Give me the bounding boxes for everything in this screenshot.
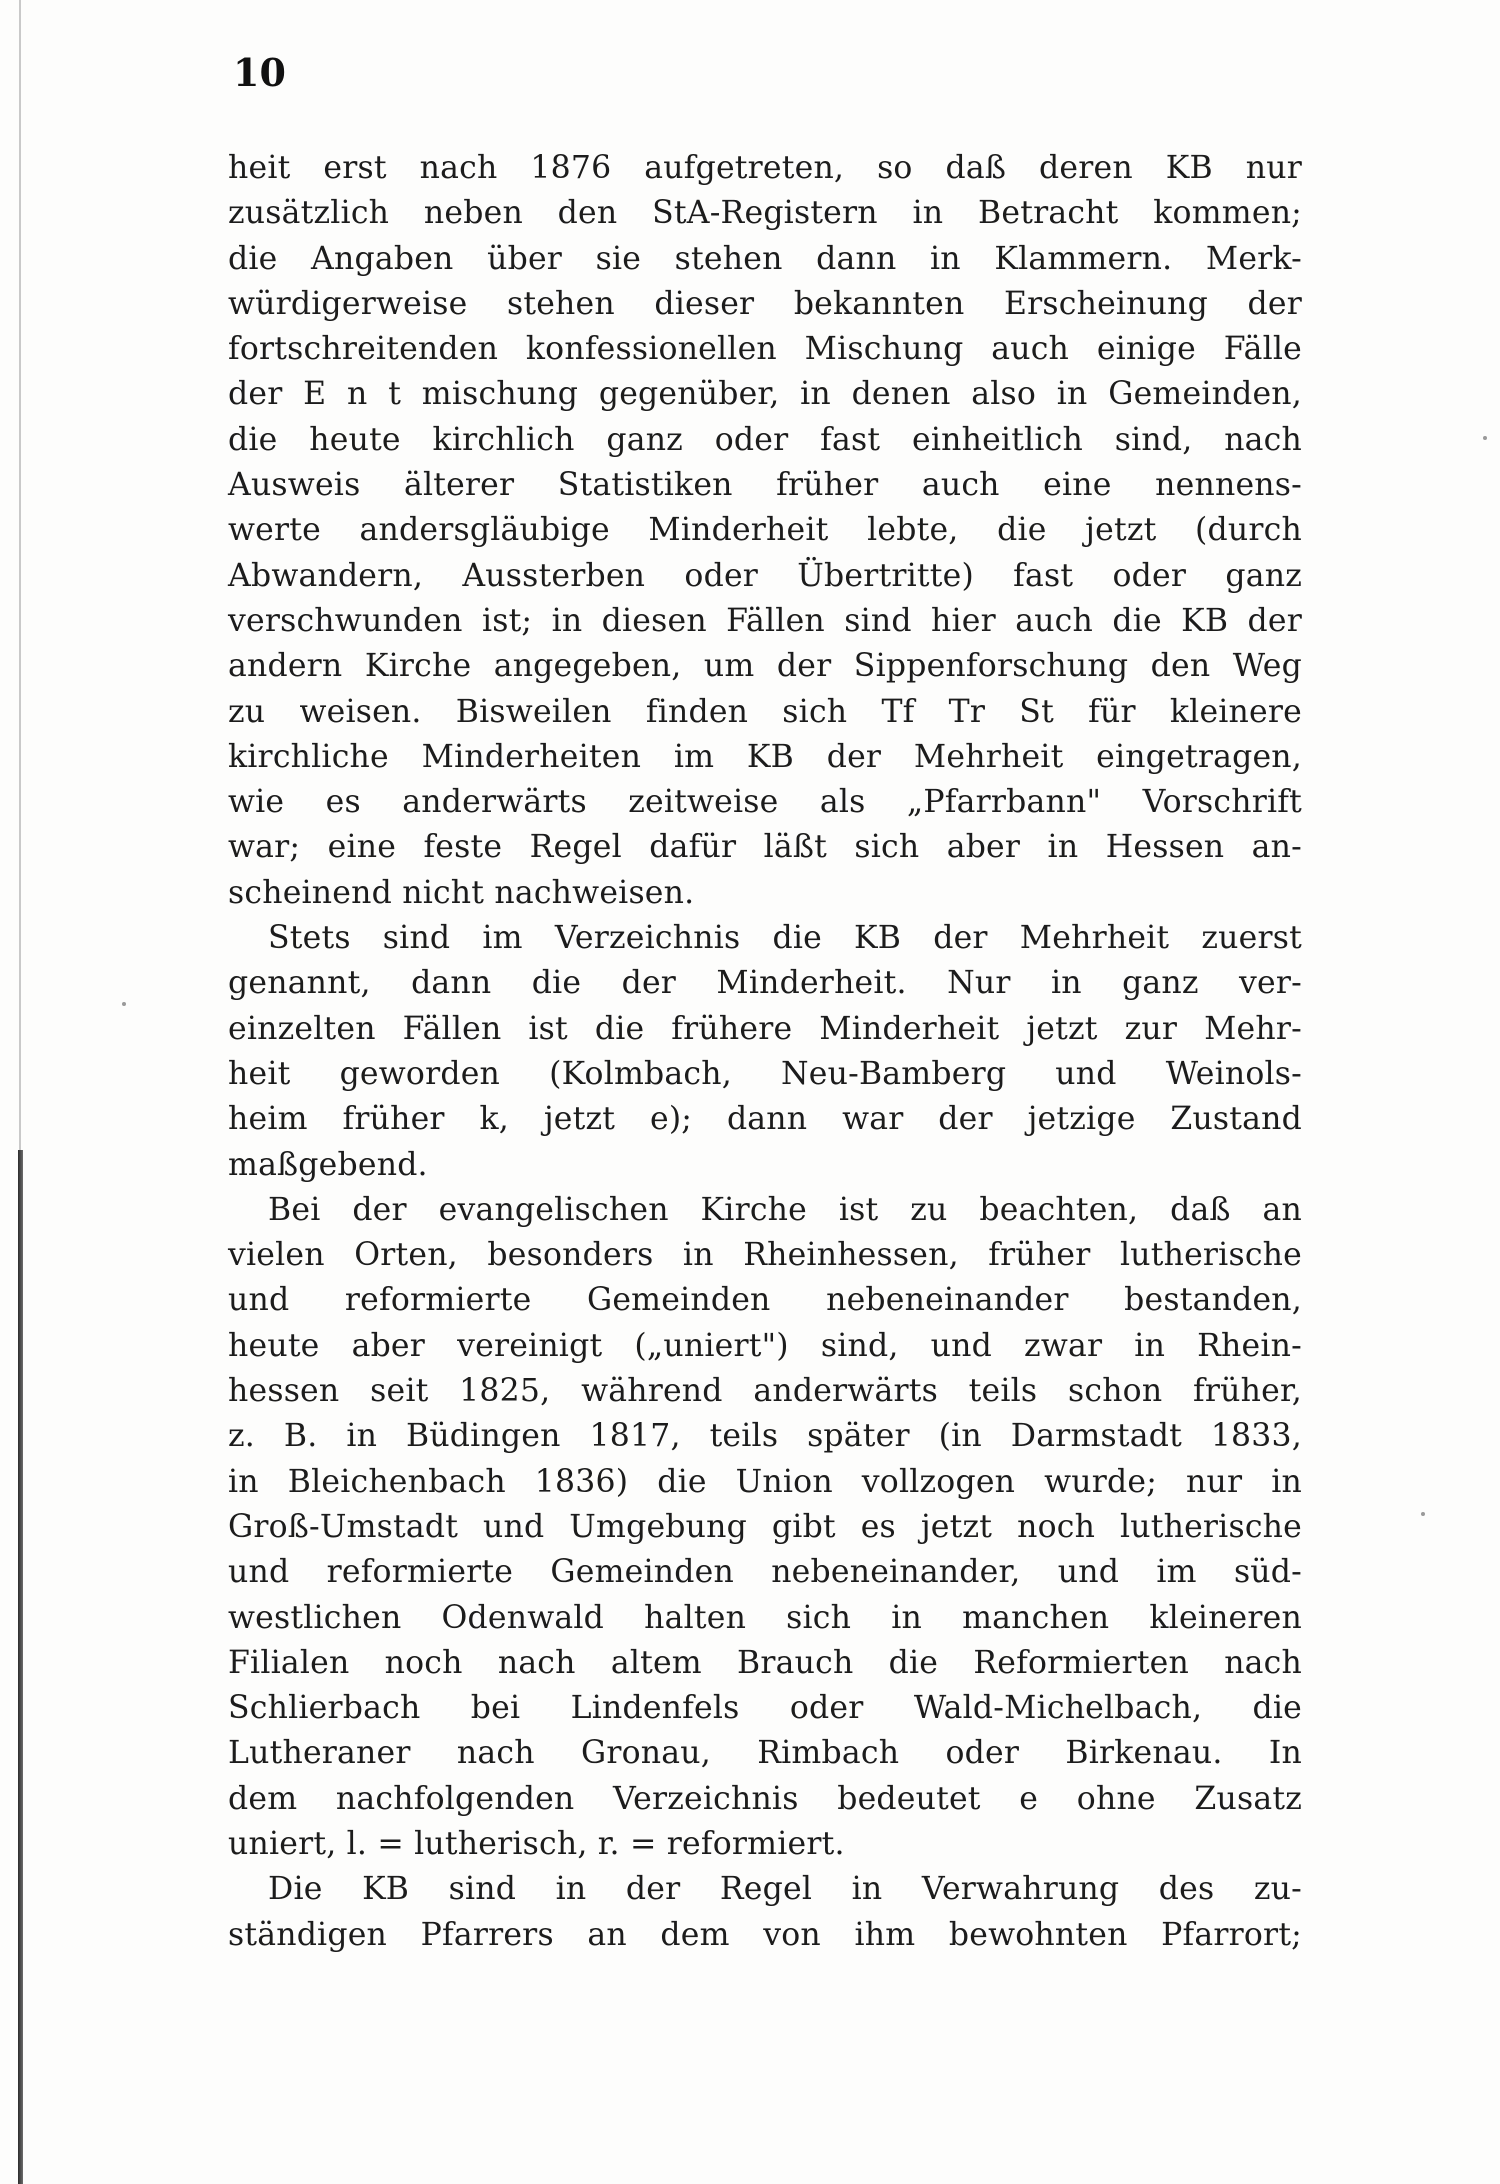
text-line: andern Kirche angegeben, um der Sippenforschung den Weg bbox=[228, 648, 1302, 685]
text-line: zu weisen. Bisweilen finden sich Tf Tr St für kleinere bbox=[228, 693, 1302, 730]
text-line: der E n t mischung gegenüber, in denen also in Gemeinden, bbox=[228, 376, 1302, 413]
text-line: maßgebend. bbox=[228, 1146, 428, 1183]
text-line: war; eine feste Regel dafür läßt sich aber in Hessen an- bbox=[228, 829, 1302, 866]
text-line: wie es anderwärts zeitweise als „Pfarrbann" Vorschrift bbox=[228, 784, 1302, 821]
paper-speck bbox=[1421, 1512, 1425, 1516]
text-line: werte andersgläubige Minderheit lebte, die jetzt (durch bbox=[228, 512, 1302, 549]
paragraph-start-line: Die KB sind in der Regel in Verwahrung des zu- bbox=[268, 1871, 1302, 1908]
paragraph-start-line: Bei der evangelischen Kirche ist zu beachten, daß an bbox=[268, 1191, 1302, 1228]
page-number: 10 bbox=[233, 50, 286, 95]
text-line: Filialen noch nach altem Brauch die Reformierten nach bbox=[228, 1644, 1302, 1681]
text-line: Ausweis älterer Statistiken früher auch eine nennens- bbox=[228, 467, 1302, 504]
text-line: vielen Orten, besonders in Rheinhessen, früher lutherische bbox=[228, 1237, 1302, 1274]
text-line: ständigen Pfarrers an dem von ihm bewohnten Pfarrort; bbox=[228, 1916, 1302, 1953]
text-line: fortschreitenden konfessionellen Mischung auch einige Fälle bbox=[228, 331, 1302, 368]
text-line: würdigerweise stehen dieser bekannten Erscheinung der bbox=[228, 285, 1302, 322]
text-line: Lutheraner nach Gronau, Rimbach oder Birkenau. In bbox=[228, 1735, 1302, 1772]
paper-speck bbox=[122, 1002, 126, 1006]
text-line: Abwandern, Aussterben oder Übertritte) fast oder ganz bbox=[228, 557, 1302, 594]
text-line: z. B. in Büdingen 1817, teils später (in Darmstadt 1833, bbox=[228, 1418, 1302, 1455]
text-line: westlichen Odenwald halten sich in manchen kleineren bbox=[228, 1599, 1302, 1636]
text-line: uniert, l. = lutherisch, r. = reformiert. bbox=[228, 1825, 845, 1862]
text-line: Schlierbach bei Lindenfels oder Wald-Michelbach, die bbox=[228, 1690, 1302, 1727]
binding-shadow bbox=[19, 0, 21, 1150]
text-line: verschwunden ist; in diesen Fällen sind hier auch die KB der bbox=[228, 602, 1302, 639]
text-line: und reformierte Gemeinden nebeneinander bestanden, bbox=[228, 1282, 1302, 1319]
text-line: die heute kirchlich ganz oder fast einheitlich sind, nach bbox=[228, 421, 1302, 458]
text-line: in Bleichenbach 1836) die Union vollzogen wurde; nur in bbox=[228, 1463, 1302, 1500]
text-line: hessen seit 1825, während anderwärts teils schon früher, bbox=[228, 1373, 1302, 1410]
text-line: scheinend nicht nachweisen. bbox=[228, 874, 695, 911]
binding-edge bbox=[18, 1150, 23, 2184]
text-line: dem nachfolgenden Verzeichnis bedeutet e ohne Zusatz bbox=[228, 1780, 1302, 1817]
text-line: Groß-Umstadt und Umgebung gibt es jetzt noch lutherische bbox=[228, 1508, 1302, 1545]
text-line: genannt, dann die der Minderheit. Nur in ganz ver- bbox=[228, 965, 1302, 1002]
text-line: die Angaben über sie stehen dann in Klammern. Merk- bbox=[228, 240, 1302, 277]
body-text bbox=[228, 146, 1302, 1958]
text-line: heit geworden (Kolmbach, Neu-Bamberg und Weinols- bbox=[228, 1055, 1302, 1092]
text-line: heute aber vereinigt („uniert") sind, und zwar in Rhein- bbox=[228, 1327, 1302, 1364]
text-line: und reformierte Gemeinden nebeneinander, und im süd- bbox=[228, 1554, 1302, 1591]
text-line: einzelten Fällen ist die frühere Minderheit jetzt zur Mehr- bbox=[228, 1010, 1302, 1047]
paper-speck bbox=[1483, 436, 1487, 440]
text-line: zusätzlich neben den StA-Registern in Betracht kommen; bbox=[228, 195, 1302, 232]
text-line: kirchliche Minderheiten im KB der Mehrheit eingetragen, bbox=[228, 738, 1302, 775]
text-line: heim früher k, jetzt e); dann war der jetzige Zustand bbox=[228, 1101, 1302, 1138]
text-line: heit erst nach 1876 aufgetreten, so daß deren KB nur bbox=[228, 150, 1302, 186]
paragraph-start-line: Stets sind im Verzeichnis die KB der Mehrheit zuerst bbox=[268, 920, 1302, 957]
